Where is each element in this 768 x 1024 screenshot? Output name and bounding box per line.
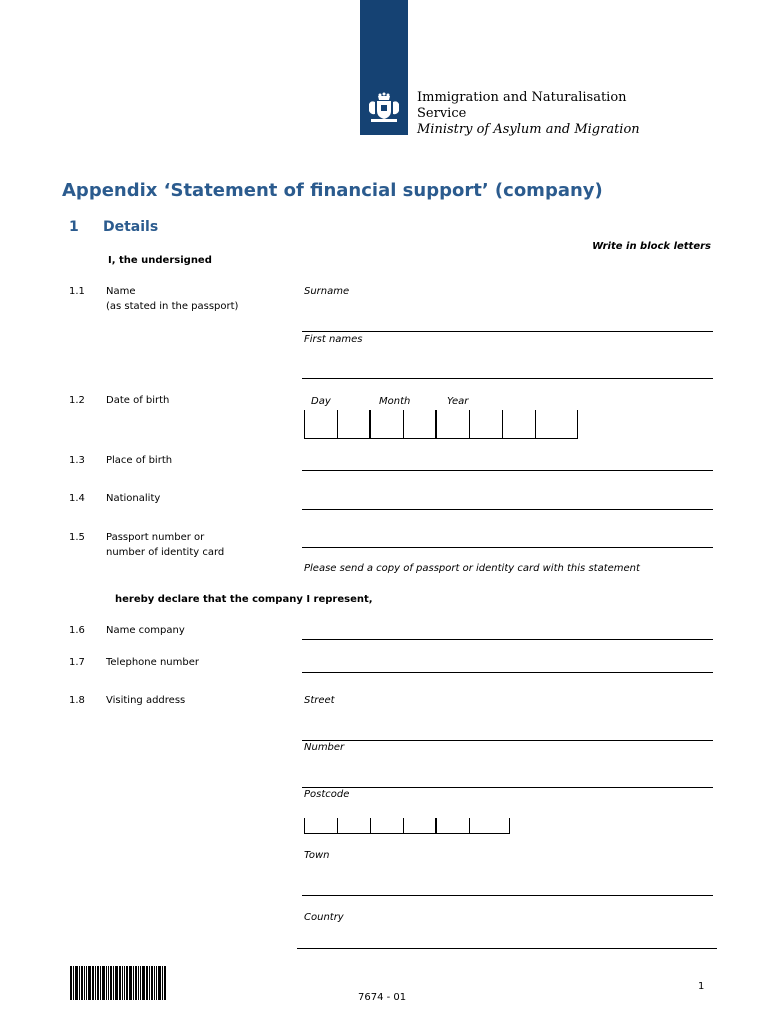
dob-box[interactable]: [404, 410, 437, 438]
surname-field[interactable]: [302, 331, 713, 332]
field-number-1-4: 1.4: [69, 493, 85, 504]
postcode-box[interactable]: [338, 818, 371, 833]
first-names-label: First names: [304, 334, 363, 345]
page-title: Appendix ‘Statement of financial support’ (company): [62, 180, 603, 201]
intro-text: I, the undersigned: [108, 255, 212, 266]
field-number-1-2: 1.2: [69, 395, 85, 406]
company-name-label: Name company: [106, 625, 185, 636]
country-field[interactable]: [297, 948, 717, 949]
dob-box[interactable]: [305, 410, 338, 438]
dob-box[interactable]: [470, 410, 503, 438]
town-label: Town: [304, 850, 330, 861]
dob-box[interactable]: [338, 410, 371, 438]
instruction-text: Write in block letters: [592, 241, 711, 252]
organisation-name: [417, 90, 640, 138]
place-of-birth-label: Place of birth: [106, 455, 173, 466]
postcode-boxes[interactable]: [304, 818, 510, 834]
surname-label: Surname: [304, 286, 350, 297]
street-field[interactable]: [302, 740, 713, 741]
page-number: 1: [698, 981, 705, 992]
name-label: Name: [106, 286, 136, 297]
ministry-name: Ministry of Asylum and Migration: [417, 122, 640, 137]
number-field[interactable]: [302, 787, 713, 788]
field-number-1-1: 1.1: [69, 286, 85, 297]
date-of-birth-boxes[interactable]: [304, 410, 578, 439]
name-sublabel: (as stated in the passport): [106, 301, 239, 312]
month-label: Month: [379, 396, 411, 407]
org-line-2: Service: [417, 106, 467, 121]
country-label: Country: [304, 912, 344, 923]
first-names-field[interactable]: [302, 378, 713, 379]
company-name-field[interactable]: [302, 639, 713, 640]
street-label: Street: [304, 695, 335, 706]
dob-box[interactable]: [503, 410, 536, 438]
visiting-address-label: Visiting address: [106, 695, 186, 706]
postcode-label: Postcode: [304, 789, 350, 800]
dob-box[interactable]: [437, 410, 470, 438]
day-label: Day: [311, 396, 331, 407]
section-number: 1: [69, 219, 79, 235]
dob-box[interactable]: [536, 410, 569, 438]
number-label: Number: [304, 742, 345, 753]
town-field[interactable]: [302, 895, 713, 896]
field-number-1-7: 1.7: [69, 657, 85, 668]
telephone-field[interactable]: [302, 672, 713, 673]
year-label: Year: [447, 396, 469, 407]
postcode-box[interactable]: [371, 818, 404, 833]
postcode-box[interactable]: [404, 818, 437, 833]
form-code: 7674 - 01: [358, 992, 407, 1003]
nationality-field[interactable]: [302, 509, 713, 510]
place-of-birth-field[interactable]: [302, 470, 713, 471]
passport-sublabel: number of identity card: [106, 547, 225, 558]
field-number-1-8: 1.8: [69, 695, 85, 706]
passport-number-field[interactable]: [302, 547, 713, 548]
coat-of-arms-logo: [365, 88, 403, 126]
field-number-1-6: 1.6: [69, 625, 85, 636]
passport-note: Please send a copy of passport or identity card with this statement: [304, 563, 640, 574]
telephone-label: Telephone number: [106, 657, 199, 668]
passport-label: Passport number or: [106, 532, 205, 543]
nationality-label: Nationality: [106, 493, 161, 504]
declaration-text: hereby declare that the company I represent,: [115, 594, 373, 605]
date-of-birth-label: Date of birth: [106, 395, 170, 406]
postcode-box[interactable]: [437, 818, 470, 833]
section-title: Details: [103, 219, 159, 235]
org-line-1: Immigration and Naturalisation: [417, 90, 627, 105]
barcode: [70, 966, 183, 1000]
field-number-1-3: 1.3: [69, 455, 85, 466]
field-number-1-5: 1.5: [69, 532, 85, 543]
dob-box[interactable]: [371, 410, 404, 438]
postcode-box[interactable]: [305, 818, 338, 833]
postcode-box[interactable]: [470, 818, 503, 833]
